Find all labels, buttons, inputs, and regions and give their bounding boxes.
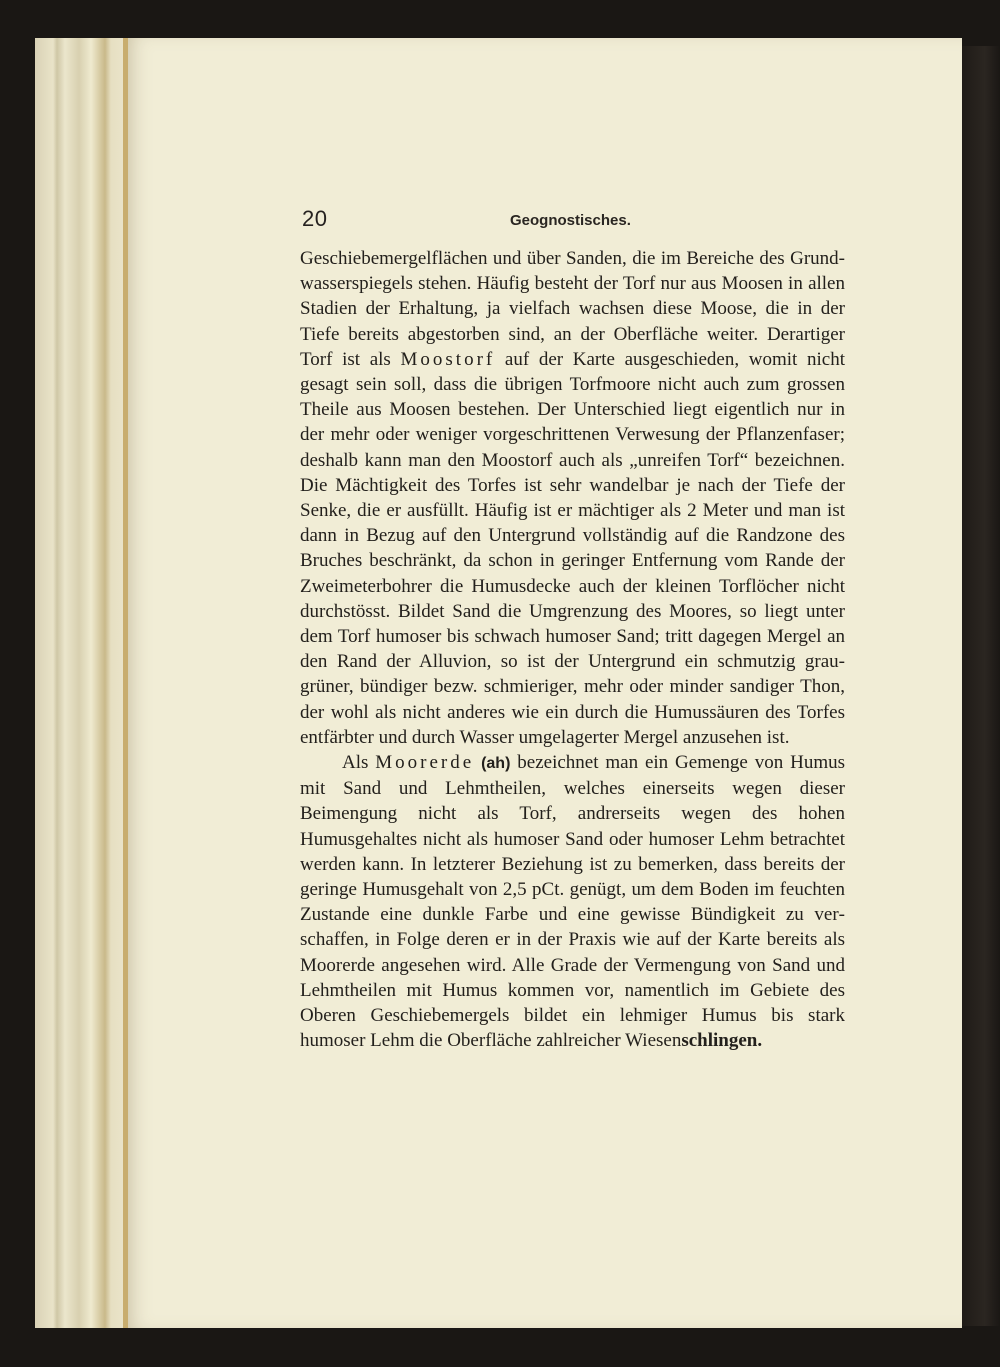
map-symbol: (ah) — [481, 755, 511, 773]
paragraph-text: bezeichnet man ein Gemenge von Humus mit Sand und Lehmtheilen, welches einerseits wegen dieser Beimengung nicht als Torf, andrerseits wegen des hohen Humusgehaltes nicht als humoser Sand oder humoser Lehm betrachtet werden kann. In letzterer Beziehung ist zu bemerken, dass bereits der geringe Humusgehalt von 2,5 pCt. genügt, um dem Boden im feuchten Zustande eine dunkle Farbe und eine gewisse Bündigkeit zu verschaffen, in Folge deren er in der Praxis wie auf der Karte bereits als Moorerde angesehen wird. Alle Grade der Vermengung von Sand und Lehmtheilen mit Humus kommen vor, namentlich im Gebiete des Oberen Geschiebemergels bildet ein lehmiger Humus bis stark humoser Lehm die Oberfläche zahlreicher Wiesen — [300, 752, 845, 1052]
term-moorerde: Moorerde — [375, 752, 475, 774]
paragraph — [300, 246, 845, 750]
term-moostorf: Moostorf — [400, 348, 496, 370]
page-number: 20 — [302, 206, 328, 231]
paragraph — [300, 750, 845, 1053]
running-head: Geognostisches. — [510, 212, 631, 229]
body-text — [300, 246, 845, 1054]
book-cover-edge — [962, 46, 1000, 1326]
page-header — [300, 206, 845, 236]
paragraph-text: auf der Karte ausgeschieden, womit nicht gesagt sein soll, dass die übrigen Torfmoore nicht auch zum grossen Theile aus Moosen bestehen. Der Unterschied liegt eigentlich nur in der mehr oder weniger vorgeschrittenen Verwesung der Pflanzenfaser; deshalb kann man den Moostorf auch als „unreifen Torf“ bezeichnen. Die Mächtigkeit des Torfes ist sehr wandelbar je nach der Tiefe der Senke, die er ausfüllt. Häufig ist er mächtiger als 2 Meter und man ist dann in Bezug auf den Untergrund vollständig auf die Randzone des Bruches beschränkt, da schon in geringer Entfernung vom Rande der Zweimeterbohrer die Humusdecke auch der kleinen Torflöcher nicht durchstösst. Bildet Sand die Umgrenzung des Moores, so liegt unter dem Torf humoser bis schwach humoser Sand; tritt dagegen Mergel an den Rand der Alluvion, so ist der Untergrund ein schmutzig graugrüner, bündiger bezw. schmieriger, mehr oder minder sandiger Thon, der wohl als nicht anderes wie ein durch die Humussäuren des Torfes entfärbter und durch Wasser umgelagerter Mergel anzusehen ist. — [300, 348, 845, 748]
paragraph-text: Als — [342, 752, 369, 774]
page-edges — [35, 38, 135, 1328]
paragraph-text: schlingen. — [681, 1030, 763, 1052]
paragraph-text: Geschiebemergelflächen und über Sanden, die im Bereiche des Grundwasserspiegels stehen. Häufig besteht der Torf nur aus Moosen in allen Stadien der Erhaltung, ja vielfach wachsen diese Moose, die in der Tiefe bereits abgestorben sind, an der Oberfläche weiter. Derartiger Torf ist als — [300, 248, 845, 370]
